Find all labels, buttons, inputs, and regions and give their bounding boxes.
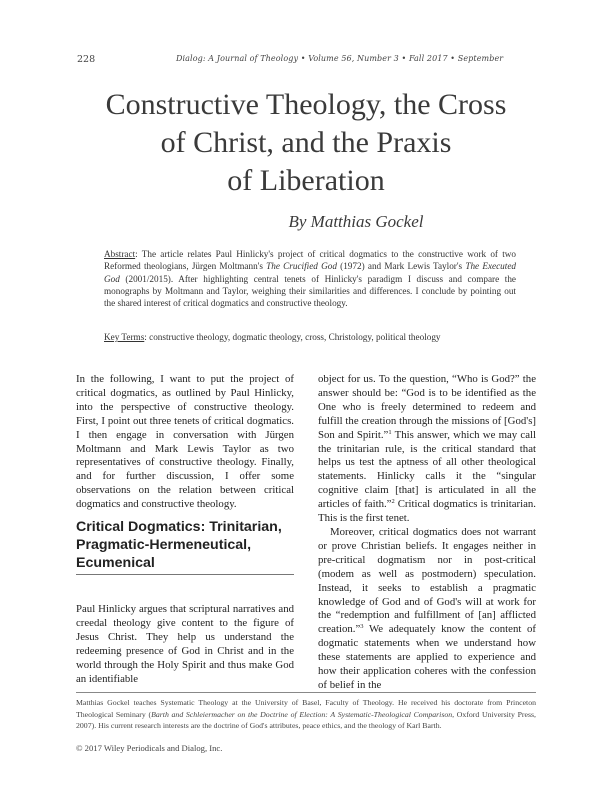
key-terms-text: : constructive theology, dogmatic theology, cross, Christology, political theology [144, 332, 441, 342]
title-line: of Liberation [227, 164, 385, 197]
abstract-text: (2001/2015). After highlighting central tenets of Hinlicky's paradigm I discuss and compare the monographs by Moltmann and Taylor, weighing their similarities and differences. I conclude by pointing out the shared interest of critical dogmatics and constructive theology. [104, 273, 516, 309]
footnote-ref[interactable]: 2 [391, 498, 395, 506]
title-line: Constructive Theology, the Cross [105, 88, 507, 121]
heading-line: Pragmatic-Hermeneutical, [76, 537, 252, 553]
paragraph-text: Moreover, critical dogmatics does not warrant or prove Christian beliefs. It engages neither in pre-critical dogmatism nor in post-critical (modem as well as postmodern) speculation. Instead, it seeks to establish a pragmatic knowledge of God and of God's will at work for the “redemption and fulfillment of [an] afflicted creation.” [318, 525, 536, 636]
paragraph-text: This answer, which we may call the trinitarian rule, is the critical standard that helps us test the aptness of all other theological statements. Hinlicky calls it the “singular cognitive claim [that] is articulated in all the articles of faith.” [318, 428, 537, 511]
abstract [104, 248, 516, 309]
paragraph [318, 526, 536, 693]
book-title: The Executed God [104, 261, 517, 284]
abstract-text: (1972) and Mark Lewis Taylor's [336, 261, 466, 272]
author-footnote [76, 697, 536, 732]
abstract-label: Abstract [104, 249, 136, 259]
page-number: 228 [77, 54, 96, 65]
key-terms [104, 332, 516, 342]
copyright-notice: © 2017 Wiley Periodicals and Dialog, Inc. [76, 743, 223, 753]
paragraph-text: We adequately know the content of dogmatic statements when we understand how these statements are applied to experience and how their application coheres with the confession of belief in the [318, 623, 536, 691]
book-title: Barth and Schleiermacher on the Doctrine of Election: A Systematic-Theological Comparison [151, 709, 453, 719]
running-head: Dialog: A Journal of Theology • Volume 56, Number 3 • Fall 2017 • September [176, 54, 504, 63]
right-column [318, 373, 536, 693]
footnote-divider [76, 692, 536, 693]
paragraph [318, 373, 536, 526]
footnote-ref[interactable]: 1 [388, 428, 392, 436]
key-terms-label: Key Terms [104, 332, 145, 342]
intro-paragraph [76, 373, 294, 512]
section-paragraph [76, 603, 294, 686]
heading-line: Ecumenical [76, 555, 155, 571]
heading-line: Critical Dogmatics: Trinitarian, [76, 519, 282, 535]
footnote-text: Matthias Gockel teaches Systematic Theology at the University of Basel, Faculty of Theology. He received his doctorate from Princeton Theological Seminary ( [76, 698, 536, 719]
article-title [40, 86, 572, 200]
section-heading [76, 518, 294, 572]
section-divider [76, 574, 294, 575]
title-line: of Christ, and the Praxis [160, 126, 452, 159]
paragraph-text: Critical dogmatics is trinitarian. This is the first tenet. [318, 498, 536, 525]
paragraph: Paul Hinlicky argues that scriptural narratives and creedal theology give content to the figure of Jesus Christ. They help us understand the redeeming presence of God in Christ and in the world through the Holy Spirit and thus make God an identifiable [76, 603, 294, 685]
paragraph-text: object for us. To the question, “Who is God?” the answer should be: “God is to be identified as the One who is freely determined to redeem and fulfill the creation through the missions of [God's] Son and Spirit.” [318, 373, 536, 441]
paragraph: In the following, I want to put the project of critical dogmatics, as outlined by Paul Hinlicky, into the perspective of constructive theology. First, I point out three tenets of critical dogmatics. I then engage in conversation with Jürgen Moltmann and Mark Lewis Taylor as two representatives of constructive theology. Finally, and for further discussion, I offer some observations on the relation between critical dogmatics and constructive theology. [76, 373, 294, 511]
author-byline: By Matthias Gockel [288, 212, 424, 231]
footnote-text: , Oxford University Press, 2007). His current research interests are the doctrine of God's attributes, peace ethics, and the theology of Karl Barth. [76, 709, 536, 731]
abstract-text: : The article relates Paul Hinlicky's project of critical dogmatics to the constructive work of two Reformed theologians, Jürgen Moltmann's [104, 249, 516, 272]
footnote-ref[interactable]: 3 [360, 623, 364, 631]
book-title: The Crucified God [266, 261, 337, 272]
